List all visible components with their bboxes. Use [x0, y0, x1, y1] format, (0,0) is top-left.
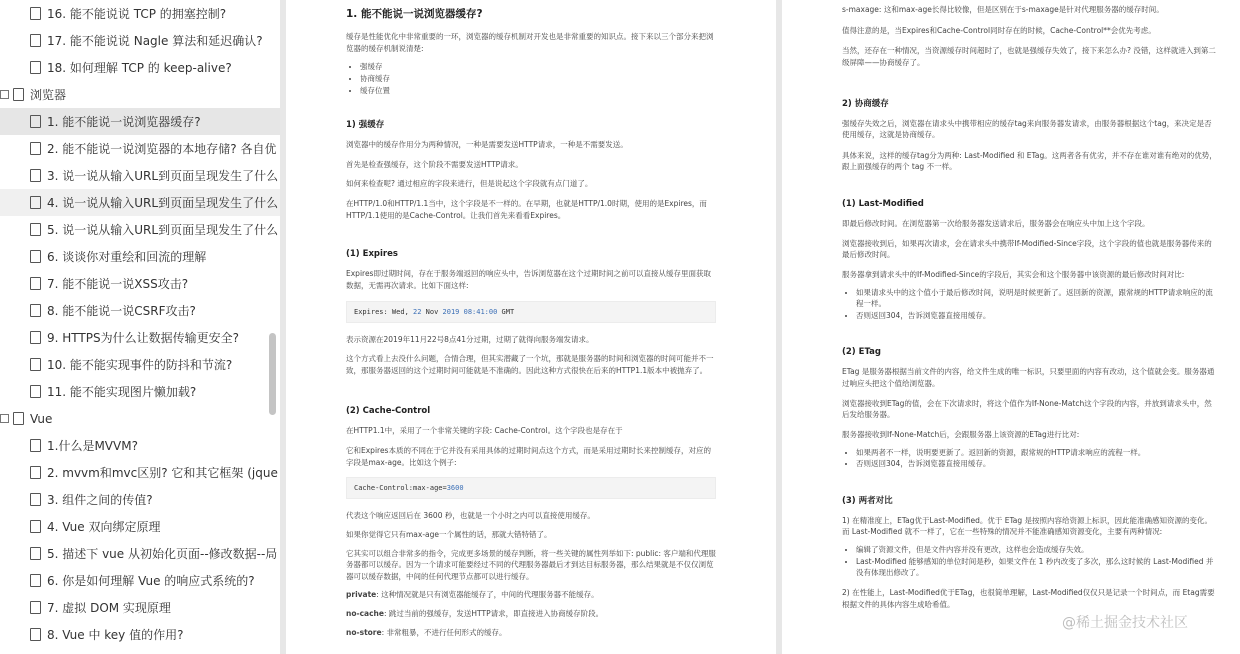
outline-item-label: 3. 组件之间的传值? [47, 493, 153, 507]
page-icon [30, 493, 41, 506]
subsection-heading-etag: (2) ETag [842, 347, 881, 358]
page-icon [30, 250, 41, 263]
code-number: 22 [413, 307, 422, 316]
outline-item[interactable] [0, 54, 280, 81]
outline-item-label: 2. 能不能说一说浏览器的本地存储? 各自优 [47, 142, 277, 156]
paragraph: 强缓存失效之后，浏览器在请求头中携带相应的缓存tag来向服务器发请求，由服务器根据这个tag，来决定是否使用缓存，这就是协商缓存。 [842, 118, 1212, 140]
outline-item[interactable] [0, 108, 280, 135]
outline-item[interactable] [0, 243, 280, 270]
page-icon [30, 385, 41, 398]
page-icon [13, 412, 24, 425]
paragraph: 具体来说，这样的缓存tag分为两种: Last-Modified 和 ETag。这两者各有优劣，并不存在谁对谁有绝对的优势，跟上面强缓存的两个 tag 不一样。 [842, 150, 1217, 172]
paragraph: 浏览器接收到后，如果再次请求，会在请求头中携带If-Modified-Since字段，这个字段的值也就是服务器传来的最后修改时间。 [842, 238, 1212, 260]
etag-list [842, 447, 1218, 470]
outline-item[interactable] [0, 594, 280, 621]
outline-list [0, 0, 280, 648]
outline-item[interactable] [0, 486, 280, 513]
directive-text: : 这种情况就是只有浏览器能缓存了，中间的代理服务器不能缓存。 [376, 590, 599, 600]
outline-item[interactable] [0, 324, 280, 351]
document-page-left [286, 0, 776, 654]
outline-section[interactable] [0, 405, 280, 432]
code-block-expires [346, 301, 716, 323]
outline-item-label: 6. 谈谈你对重绘和回流的理解 [47, 250, 207, 264]
watermark: @稀土掘金技术社区 [1062, 615, 1188, 631]
page-icon [30, 169, 41, 182]
page-icon [30, 7, 41, 20]
outline-item[interactable] [0, 459, 280, 486]
paragraph: s-maxage: 这和max-age长得比较像，但是区别在于s-maxage是针对代理服务器的缓存时间。 [842, 5, 1164, 14]
paragraph: 这个方式看上去没什么问题，合情合理，但其实潜藏了一个坑，那就是服务器的时间和浏览器的时间可能并不一致，那服务器返回的这个过期时间可能就是不准确的。因此这种方式很快在后来的HTTP1.1版本中被抛弃了。 [346, 354, 714, 375]
paragraph: 表示资源在2019年11月22号8点41分过期，过期了就得向服务端发请求。 [346, 334, 594, 344]
outline-item-label: 17. 能不能说说 Nagle 算法和延迟确认? [47, 34, 263, 48]
subsection-heading-cache-control: (2) Cache-Control [346, 406, 431, 417]
outline-item[interactable] [0, 351, 280, 378]
outline-item[interactable] [0, 162, 280, 189]
paragraph: 值得注意的是，当Expires和Cache-Control同时存在的时候，Cache-Control**会优先考虑。 [842, 25, 1156, 35]
page-icon [30, 466, 41, 479]
page-icon [30, 115, 41, 128]
paragraph: 1) 在精准度上，ETag优于Last-Modified。优于 ETag 是按照内容给资源上标识，因此能准确感知资源的变化。而 Last-Modified 就不一样了，它在一些特殊的情况并不能准确感知资源变化，主要有两种情况: [842, 515, 1213, 537]
paragraph: 如何来检查呢? 通过相应的字段来进行，但是说起这个字段就有点门道了。 [346, 179, 593, 189]
outline-item-label: 6. 你是如何理解 Vue 的响应式系统的? [47, 574, 255, 588]
document-page-right [782, 0, 1240, 654]
outline-item-label: 16. 能不能说说 TCP 的拥塞控制? [47, 7, 227, 21]
outline-item-label: 10. 能不能实现事件的防抖和节流? [47, 358, 233, 372]
list-item: • 如果两者不一样，说明要更新了。返回新的资源，跟常规的HTTP请求响应的流程一样。 [856, 447, 1218, 459]
paragraph: 在HTTP/1.0和HTTP/1.1当中，这个字段是不一样的。在早期，也就是HTTP/1.0时期，使用的是Expires，而HTTP/1.1使用的是Cache-Control。让我们首先来看看Expires。 [346, 199, 707, 220]
page-icon [30, 34, 41, 47]
outline-item-label: 11. 能不能实现图片懒加载? [47, 385, 197, 399]
outline-item-label: 1. 能不能说一说浏览器缓存? [47, 115, 201, 129]
paragraph: 即最后修改时间。在浏览器第一次给服务器发送请求后，服务器会在响应头中加上这个字段。 [842, 219, 1150, 228]
outline-item-label: 3. 说一说从输入URL到页面呈现发生了什么 [47, 169, 279, 183]
outline-item-label: 8. 能不能说一说CSRF攻击? [47, 304, 196, 318]
paragraph: 服务器拿到请求头中的If-Modified-Since的字段后，其实会和这个服务器中该资源的最后修改时间对比: [842, 269, 1185, 279]
outline-item-label: 2. mvvm和mvc区别? 它和其它框架 (jque [47, 466, 278, 480]
page-icon [13, 88, 24, 101]
paragraph: 服务器接收到If-None-Match后，会跟服务器上该资源的ETag进行比对: [842, 429, 1080, 439]
list-item: • 缓存位置 [360, 85, 716, 97]
code-block-cache-control [346, 477, 716, 499]
sidebar-scrollbar-thumb[interactable] [269, 333, 276, 415]
subsection-heading-expires: (1) Expires [346, 249, 398, 260]
page-icon [30, 277, 41, 290]
directive-text: : 跳过当前的强缓存，发送HTTP请求，即直接进入协商缓存阶段。 [383, 609, 604, 618]
code-text: Cache-Control:max-age= [354, 484, 447, 493]
page-icon [30, 439, 41, 452]
subsection-heading-last-modified: (1) Last-Modified [842, 199, 924, 209]
outline-item[interactable] [0, 513, 280, 540]
outline-section[interactable] [0, 81, 280, 108]
list-item: • 否则返回304，告诉浏览器直接用缓存。 [856, 310, 1218, 322]
page-icon [30, 142, 41, 155]
list-item: • 编辑了资源文件，但是文件内容并没有更改，这样也会造成缓存失效。 [856, 544, 1218, 556]
code-text: GMT [497, 307, 515, 316]
outline-item-label: 8. Vue 中 key 值的作用? [47, 628, 184, 642]
subsection-heading-comparison: (3) 两者对比 [842, 495, 893, 506]
list-item: • 协商缓存 [360, 73, 716, 85]
outline-sidebar [0, 0, 280, 654]
list-item: • 强缓存 [360, 61, 716, 73]
list-item: • Last-Modified 能够感知的单位时间是秒，如果文件在 1 秒内改变了多次，那么这时候的 Last-Modified 并没有体现出修改了。 [856, 556, 1218, 579]
page-icon [30, 304, 41, 317]
outline-item[interactable] [0, 216, 280, 243]
section-heading-negotiation-cache: 2) 协商缓存 [842, 98, 889, 109]
outline-item[interactable] [0, 432, 280, 459]
outline-item-label: 4. Vue 双向绑定原理 [47, 520, 161, 534]
page-icon [30, 547, 41, 560]
outline-item-label: Vue [30, 411, 53, 426]
outline-item[interactable] [0, 540, 280, 567]
last-modified-list [842, 287, 1218, 322]
outline-item[interactable] [0, 0, 280, 27]
outline-item[interactable] [0, 189, 280, 216]
outline-item-label: 9. HTTPS为什么让数据传输更安全? [47, 331, 239, 345]
paragraph: 2) 在性能上，Last-Modified优于ETag，也很简单理解，Last-Modified仅仅只是记录一个时间点，而 Etag需要根据文件的具体内容生成哈希值。 [842, 587, 1215, 609]
paragraph: 它其实可以组合非常多的指令，完成更多场景的缓存判断，将一些关键的属性列举如下: public: 客户端和代理服务器都可以缓存。因为一个请求可能要经过不同的代理服务器最后才到达目标服务器，那么结果就是不仅仅浏览器可以缓存数据，中间的任何代理节点都可以进行缓存。 [346, 548, 716, 581]
paragraph: 在HTTP1.1中，采用了一个非常关键的字段: Cache-Control。这个字段也是存在于 [346, 426, 623, 436]
outline-item[interactable] [0, 270, 280, 297]
outline-item-label: 5. 说一说从输入URL到页面呈现发生了什么 [47, 223, 279, 237]
outline-item-label: 5. 描述下 vue 从初始化页面--修改数据--局 [47, 547, 278, 561]
page-icon [30, 61, 41, 74]
outline-item[interactable] [0, 378, 280, 405]
paragraph: 如果你觉得它只有max-age一个属性的话，那就大错特错了。 [346, 529, 552, 539]
page-icon [30, 223, 41, 236]
paragraph: 浏览器中的缓存作用分为两种情况，一种是需要发送HTTP请求，一种是不需要发送。 [346, 140, 628, 150]
section-heading-strong-cache: 1) 强缓存 [346, 120, 385, 131]
page-icon [30, 358, 41, 371]
outline-item[interactable] [0, 27, 280, 54]
outline-item[interactable] [0, 297, 280, 324]
page-icon [30, 628, 41, 641]
comparison-list [842, 544, 1218, 579]
directive-no-store [346, 627, 716, 639]
sidebar-scrollbar-track[interactable] [268, 0, 276, 654]
list-item: • 如果请求头中的这个值小于最后修改时间，说明是时候更新了。返回新的资源，跟常规的HTTP请求响应的流程一样。 [856, 287, 1218, 310]
paragraph: 它和Expires本质的不同在于它并没有采用具体的过期时间点这个方式，而是采用过期时长来控制缓存，对应的字段是max-age。比如这个例子: [346, 446, 711, 467]
page-icon [30, 520, 41, 533]
code-number: 3600 [446, 484, 464, 493]
code-text: Nov [421, 307, 443, 316]
outline-item-label: 4. 说一说从输入URL到页面呈现发生了什么 [47, 196, 279, 210]
directive-label: no-cache [346, 609, 384, 618]
paragraph: 当然，还存在一种情况，当资源缓存时间超时了，也就是强缓存失效了，接下来怎么办? 没错，这样就进入到第二级屏障——协商缓存了。 [842, 46, 1216, 67]
intro-list [346, 61, 716, 96]
paragraph: ETag 是服务器根据当前文件的内容，给文件生成的唯一标识，只要里面的内容有改动，这个值就会变。服务器通过响应头把这个值给浏览器。 [842, 367, 1215, 388]
list-item: • 否则返回304，告诉浏览器直接用缓存。 [856, 458, 1218, 470]
paragraph: 首先是检查强缓存，这个阶段不需要发送HTTP请求。 [346, 159, 523, 169]
code-text: Expires: Wed, [354, 307, 414, 316]
directive-text: : 非常粗暴，不进行任何形式的缓存。 [381, 627, 507, 637]
page-icon [30, 331, 41, 344]
collapse-toggle-icon[interactable] [0, 414, 9, 423]
outline-item[interactable] [0, 567, 280, 594]
outline-item[interactable] [0, 135, 280, 162]
paragraph: Expires即过期时间，存在于服务端返回的响应头中，告诉浏览器在这个过期时间之前可以直接从缓存里面获取数据，无需再次请求。比如下面这样: [346, 269, 711, 290]
directive-private [346, 589, 716, 601]
page-title: 1. 能不能说一说浏览器缓存? [346, 8, 483, 20]
paragraph: 代表这个响应返回后在 3600 秒，也就是一个小时之内可以直接使用缓存。 [346, 511, 595, 521]
collapse-toggle-icon[interactable] [0, 90, 9, 99]
page-icon [30, 601, 41, 614]
page-icon [30, 196, 41, 209]
outline-item-label: 7. 能不能说一说XSS攻击? [47, 277, 189, 291]
outline-item-label: 1.什么是MVVM? [47, 439, 138, 453]
directive-no-cache [346, 608, 716, 620]
directive-label: no-store [346, 627, 382, 637]
directive-label: private [346, 590, 377, 600]
outline-item-label: 浏览器 [30, 88, 67, 102]
code-number: 2019 08:41:00 [442, 307, 498, 316]
paragraph: 浏览器接收到ETag的值，会在下次请求时，将这个值作为If-None-Match这个字段的内容，并放到请求头中，然后发给服务器。 [842, 398, 1212, 420]
outline-item-label: 18. 如何理解 TCP 的 keep-alive? [47, 61, 232, 75]
outline-item[interactable] [0, 621, 280, 648]
intro-paragraph: 缓存是性能优化中非常重要的一环，浏览器的缓存机制对开发也是非常重要的知识点。接下来以三个部分来把浏览器的缓存机制说清楚: [346, 32, 714, 53]
page-icon [30, 574, 41, 587]
outline-item-label: 7. 虚拟 DOM 实现原理 [47, 601, 171, 615]
